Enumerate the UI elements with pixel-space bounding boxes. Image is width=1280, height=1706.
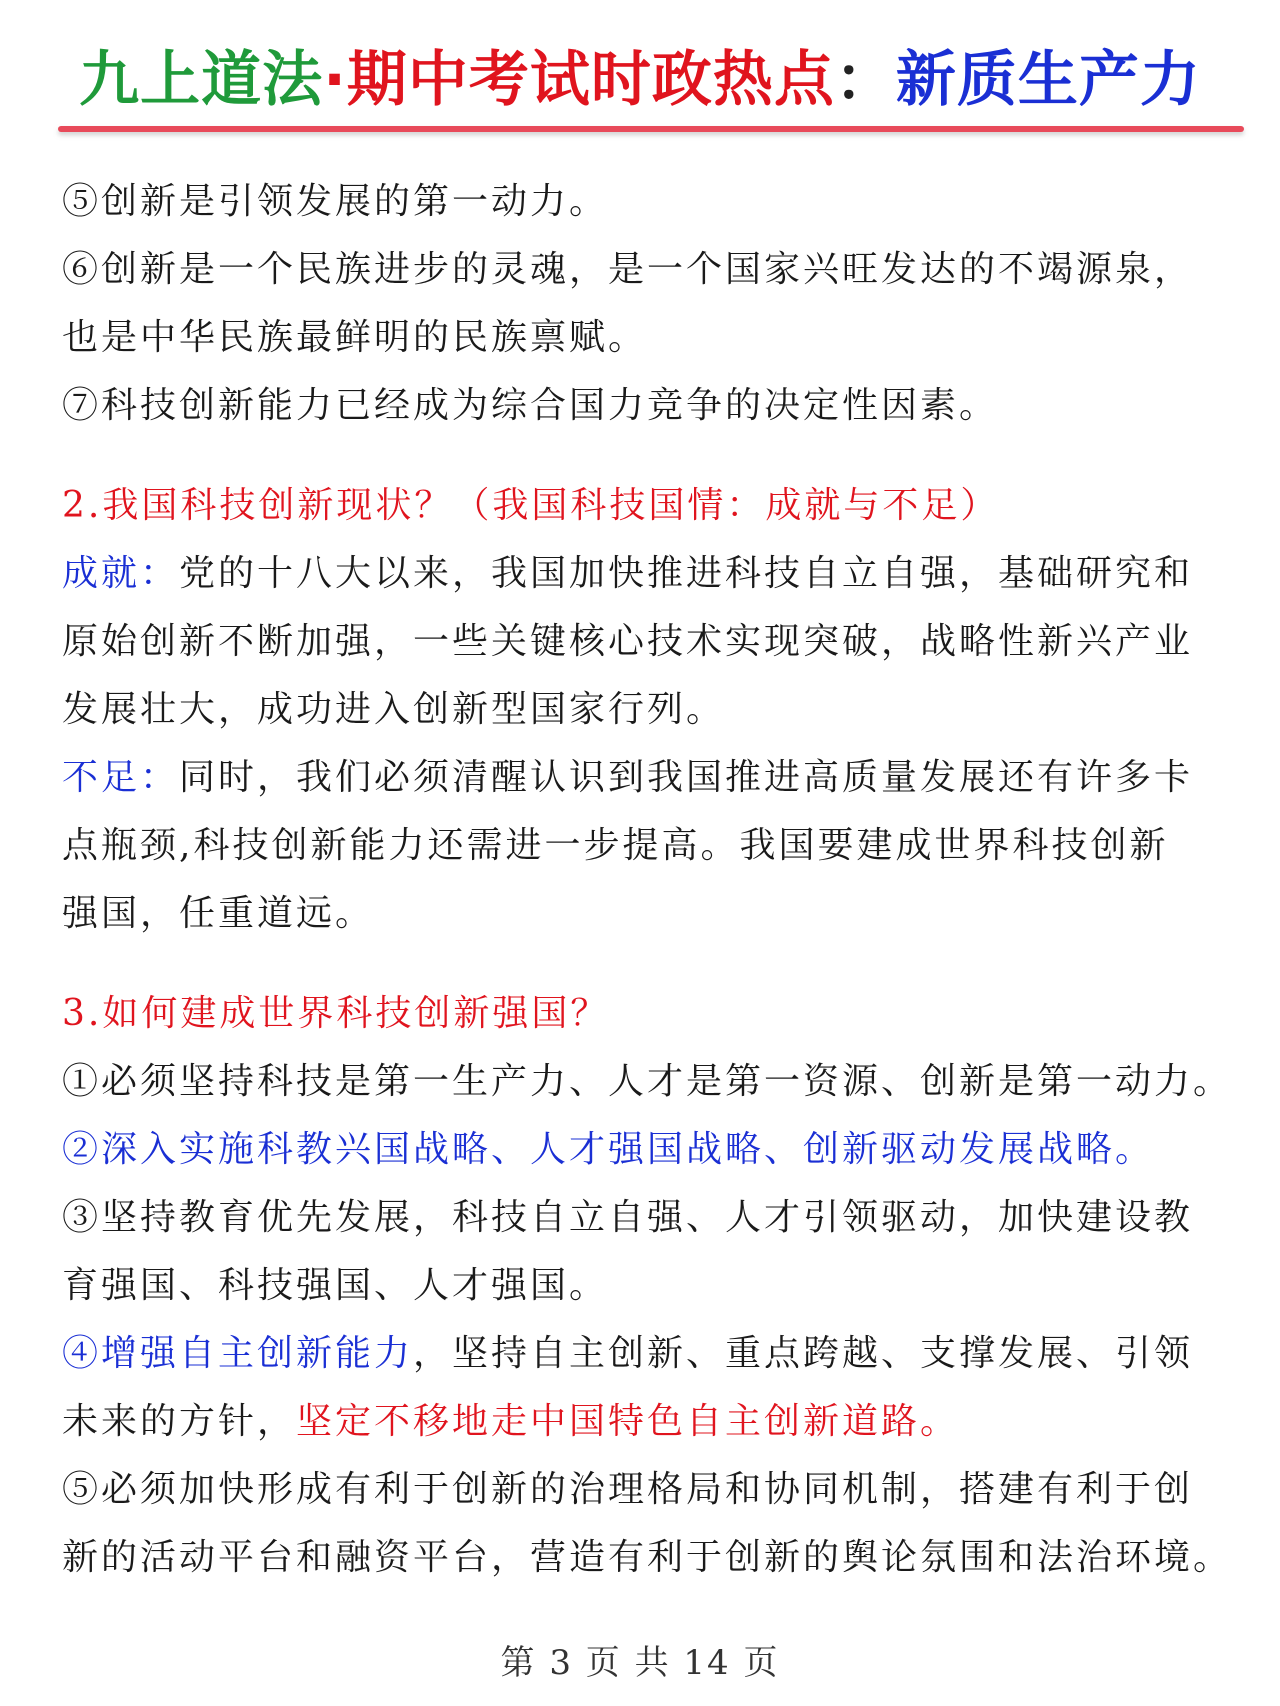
title-underline <box>58 126 1244 132</box>
title-dot: · <box>323 45 347 115</box>
item-4-text: ，坚持自主创新、重点跨越、支撑发展、引领 <box>413 1333 1194 1374</box>
item-5-line: 新的活动平台和融资平台，营造有利于创新的舆论氛围和法治环境。 <box>62 1537 1233 1578</box>
item-4-line <box>62 1388 1242 1456</box>
shortfall-line: 点瓶颈,科技创新能力还需进一步提高。我国要建成世界科技创新 <box>62 825 1169 866</box>
shortfall-line: 强国，任重道远。 <box>62 893 375 934</box>
title-subject: 九上道法 <box>79 45 324 115</box>
item-3-line: 育强国、科技强国、人才强国。 <box>62 1265 609 1306</box>
title-colon: ： <box>834 45 896 115</box>
achievement-line <box>62 540 1242 608</box>
achievement-line: 发展壮大，成功进入创新型国家行列。 <box>62 689 726 730</box>
section3-heading: 3.如何建成世界科技创新强国？ <box>62 993 610 1034</box>
page-title <box>0 40 1280 120</box>
intro-line: ⑦科技创新能力已经成为综合国力竞争的决定性因素。 <box>62 385 999 426</box>
shortfall-label: 不足： <box>62 757 180 798</box>
achievement-text: 党的十八大以来，我国加快推进科技自立自强，基础研究和 <box>179 553 1194 594</box>
achievement-line: 原始创新不断加强，一些关键核心技术实现突破，战略性新兴产业 <box>62 621 1194 662</box>
title-theme: 新质生产力 <box>895 45 1201 115</box>
item-1: ①必须坚持科技是第一生产力、人才是第一资源、创新是第一动力。 <box>62 1061 1233 1102</box>
item-4-emphasis: 坚定不移地走中国特色自主创新道路。 <box>296 1401 960 1442</box>
intro-line: ⑥创新是一个民族进步的灵魂，是一个国家兴旺发达的不竭源泉， <box>62 249 1194 290</box>
item-5-line: ⑤必须加快形成有利于创新的治理格局和协同机制，搭建有利于创 <box>62 1469 1194 1510</box>
item-2: ②深入实施科教兴国战略、人才强国战略、创新驱动发展战略。 <box>62 1129 1155 1170</box>
item-4-highlight: ④增强自主创新能力 <box>62 1333 414 1374</box>
section-gap <box>62 948 1242 980</box>
intro-line: ⑤创新是引领发展的第一动力。 <box>62 181 609 222</box>
shortfall-text: 同时，我们必须清醒认识到我国推进高质量发展还有许多卡 <box>179 757 1194 798</box>
intro-line: 也是中华民族最鲜明的民族禀赋。 <box>62 317 648 358</box>
document-body <box>62 168 1242 1592</box>
item-4-text: 未来的方针， <box>62 1401 297 1442</box>
item-4-line <box>62 1320 1242 1388</box>
achievement-label: 成就： <box>62 553 180 594</box>
title-topic: 期中考试时政热点 <box>346 45 835 115</box>
shortfall-line <box>62 744 1242 812</box>
item-3-line: ③坚持教育优先发展，科技自立自强、人才引领驱动，加快建设教 <box>62 1197 1194 1238</box>
page-number: 第 3 页 共 14 页 <box>500 1643 780 1683</box>
section2-heading: 2.我国科技创新现状？（我国科技国情：成就与不足） <box>62 485 1000 526</box>
section-gap <box>62 440 1242 472</box>
